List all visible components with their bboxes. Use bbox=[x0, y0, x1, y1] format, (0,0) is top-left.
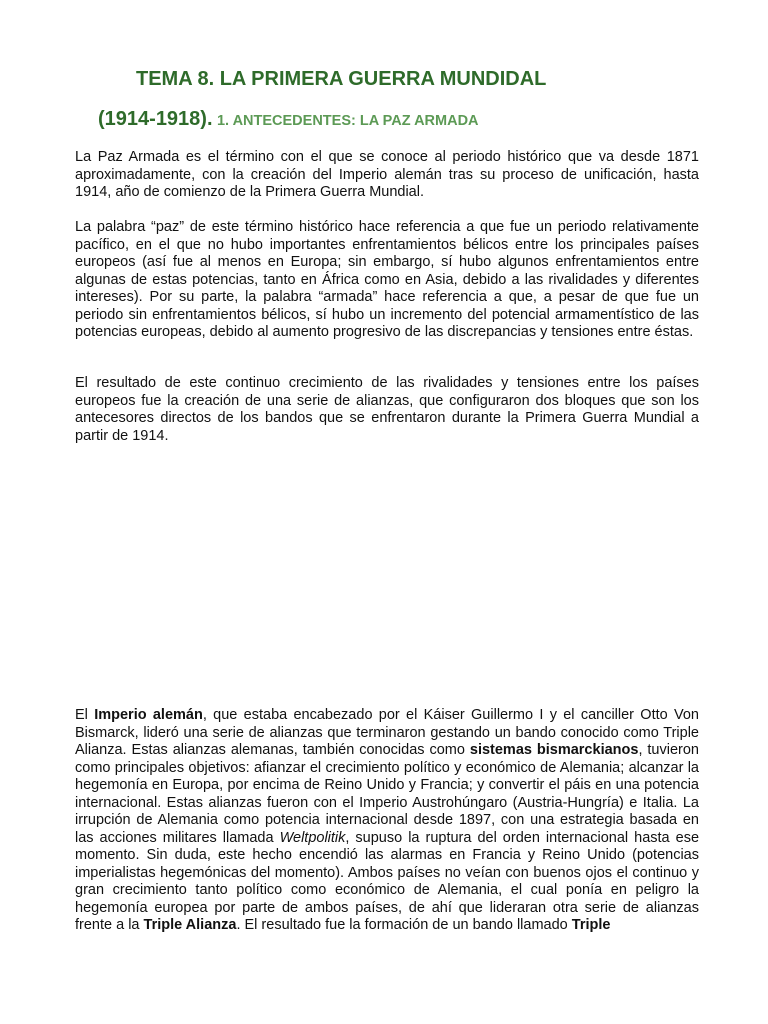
paragraph-paz-armada-definition: La Paz Armada es el término con el que se conoce al periodo histórico que va desde 1871 aproximadamente, con la creación del Imperio alemán tras su proceso de unificación, hasta 1914, año de comienzo de la Primera Guerra Mundial. bbox=[75, 149, 699, 200]
bold-term-triple: Triple bbox=[571, 917, 611, 933]
title-subline bbox=[98, 108, 479, 131]
text-run: . El resultado fue la formación de un bando llamado bbox=[236, 917, 572, 933]
bold-term-sistemas-bismarckianos: sistemas bismarckianos bbox=[469, 742, 639, 758]
paragraph-alliances-result: El resultado de este continuo crecimiento de las rivalidades y tensiones entre los países europeos fue la creación de una serie de alianzas, que configuraron dos bloques que son los antecesores directos de los bandos que se enfrentaron durante la Primera Guerra Mundial a partir de 1914. bbox=[75, 375, 699, 444]
section-heading: 1. ANTECEDENTES: LA PAZ ARMADA bbox=[216, 113, 479, 129]
document-title: TEMA 8. LA PRIMERA GUERRA MUNDIDAL bbox=[136, 68, 547, 90]
paragraph-imperio-aleman bbox=[75, 707, 699, 935]
italic-term-weltpolitik: Weltpolitik bbox=[279, 829, 346, 846]
text-run: , supuso la ruptura del orden internacional hasta ese momento. Sin duda, este hecho encendió las alarmas en Francia y Reino Unido (potencias imperialistas hegemónicas del momento). Ambos países no veían con buenos ojos el continuo y gran crecimiento tanto político como económico de Alemania, el cual ponía en peligro la hegemonía europea por parte de ambos países, de ahí que lideraran otra serie de alianzas frente a la bbox=[75, 829, 700, 933]
text-run: , que estaba encabezado por el Káiser Guillermo I y el canciller Otto Von Bismarck, lideró una serie de alianzas que terminaron gestando un bando conocido como Triple Alianza. Estas alianzas alemanas, también conocidas como bbox=[75, 707, 700, 758]
paragraph-paz-meaning: La palabra “paz” de este término histórico hace referencia a que fue un periodo relativamente pacífico, en el que no hubo importantes enfrentamientos bélicos entre los principales países europeos (así fue al menos en Europa; sin embargo, sí hubo algunos enfrentamientos entre algunas de estas potencias, tanto en África como en Asia, debido a las rivalidades y diferentes intereses). Por su parte, la palabra “armada” hace referencia a que, a pesar de que fue un periodo sin enfrentamientos bélicos, sí hubo un incremento del potencial armamentístico de las potencias europeas, debido al aumento progresivo de las discrepancias y tensiones entre éstas. bbox=[75, 219, 699, 340]
bold-term-triple-alianza: Triple Alianza bbox=[143, 917, 237, 933]
text-run: , tuvieron como principales objetivos: afianzar el crecimiento político y económico de Alemania; alcanzar la hegemonía en Europa, por encima de Reino Unido y Francia; y convertir el páis en una potencia internacional. Estas alianzas fueron con el Imperio Austrohúngaro (Austria-Hungría) e Italia. La irrupción de Alemania como potencia internacional desde 1897, con una estrategia basada en las acciones militares llamada bbox=[75, 742, 699, 846]
text-run: El bbox=[75, 707, 95, 723]
title-years: (1914-1918). bbox=[98, 108, 213, 130]
bold-term-imperio-aleman: Imperio alemán bbox=[94, 707, 203, 723]
